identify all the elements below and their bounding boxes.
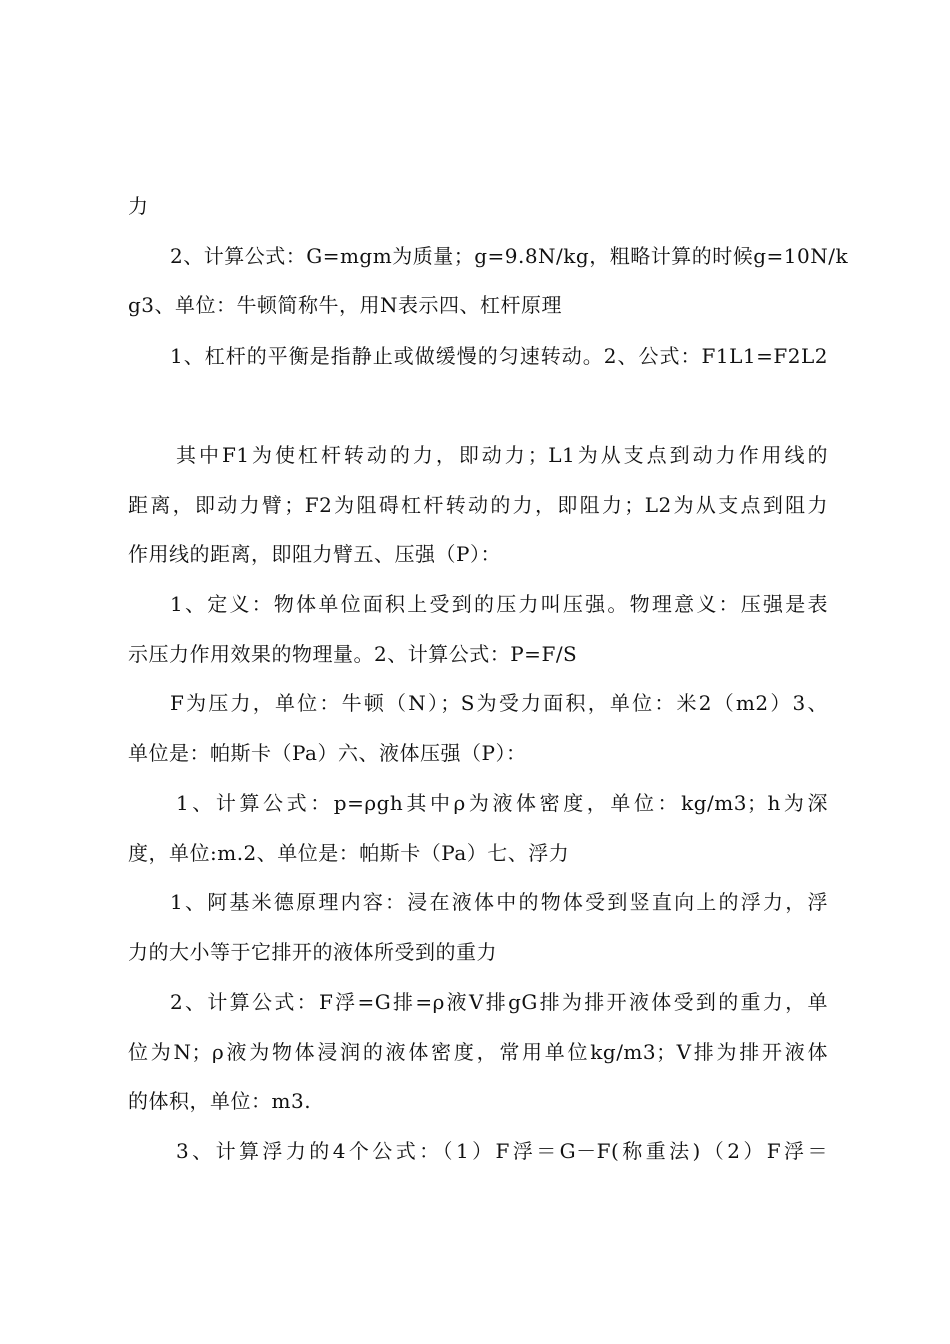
text-line-16: 2、计算公式：F浮=G排=ρ液V排gG排为排开液体受到的重力，单: [170, 990, 828, 1014]
text-line-2: 2、计算公式：G=mgm为质量；g=9.8N/kg，粗略计算的时候g=10N/k: [170, 244, 849, 268]
text-line-12: 1、计算公式：p=ρgh其中ρ为液体密度，单位：kg/m3；h为深: [176, 791, 828, 815]
text-line-9: 示压力作用效果的物理量。2、计算公式：P=F/S: [128, 642, 578, 666]
text-line-13: 度，单位:m.2、单位是：帕斯卡（Pa）七、浮力: [128, 841, 570, 865]
text-line-8: 1、定义：物体单位面积上受到的压力叫压强。物理意义：压强是表: [170, 592, 828, 616]
text-line-3: g3、单位：牛顿简称牛，用N表示四、杠杆原理: [128, 293, 563, 317]
text-line-11: 单位是：帕斯卡（Pa）六、液体压强（P）：: [128, 741, 527, 765]
text-line-15: 力的大小等于它排开的液体所受到的重力: [128, 940, 497, 964]
text-line-4: 1、杠杆的平衡是指静止或做缓慢的匀速转动。2、公式：F1L1=F2L2: [170, 344, 828, 368]
text-line-1: 力: [128, 194, 149, 218]
text-line-18: 的体积，单位：m3.: [128, 1089, 312, 1113]
text-line-17: 位为N；ρ液为物体浸润的液体密度，常用单位kg/m3；V排为排开液体: [128, 1040, 828, 1064]
text-line-7: 作用线的距离，即阻力臂五、压强（P）：: [128, 542, 501, 566]
text-line-14: 1、阿基米德原理内容：浸在液体中的物体受到竖直向上的浮力，浮: [170, 890, 828, 914]
text-line-6: 距离，即动力臂；F2为阻碍杠杆转动的力，即阻力；L2为从支点到阻力: [128, 493, 828, 517]
text-line-19: 3、计算浮力的4个公式：（1）F浮＝G－F(称重法)（2）F浮＝: [176, 1139, 828, 1163]
text-line-5: 其中F1为使杠杆转动的力，即动力；L1为从支点到动力作用线的: [176, 443, 828, 467]
text-line-10: F为压力，单位：牛顿（N）；S为受力面积，单位：米2（m2）3、: [170, 691, 828, 715]
